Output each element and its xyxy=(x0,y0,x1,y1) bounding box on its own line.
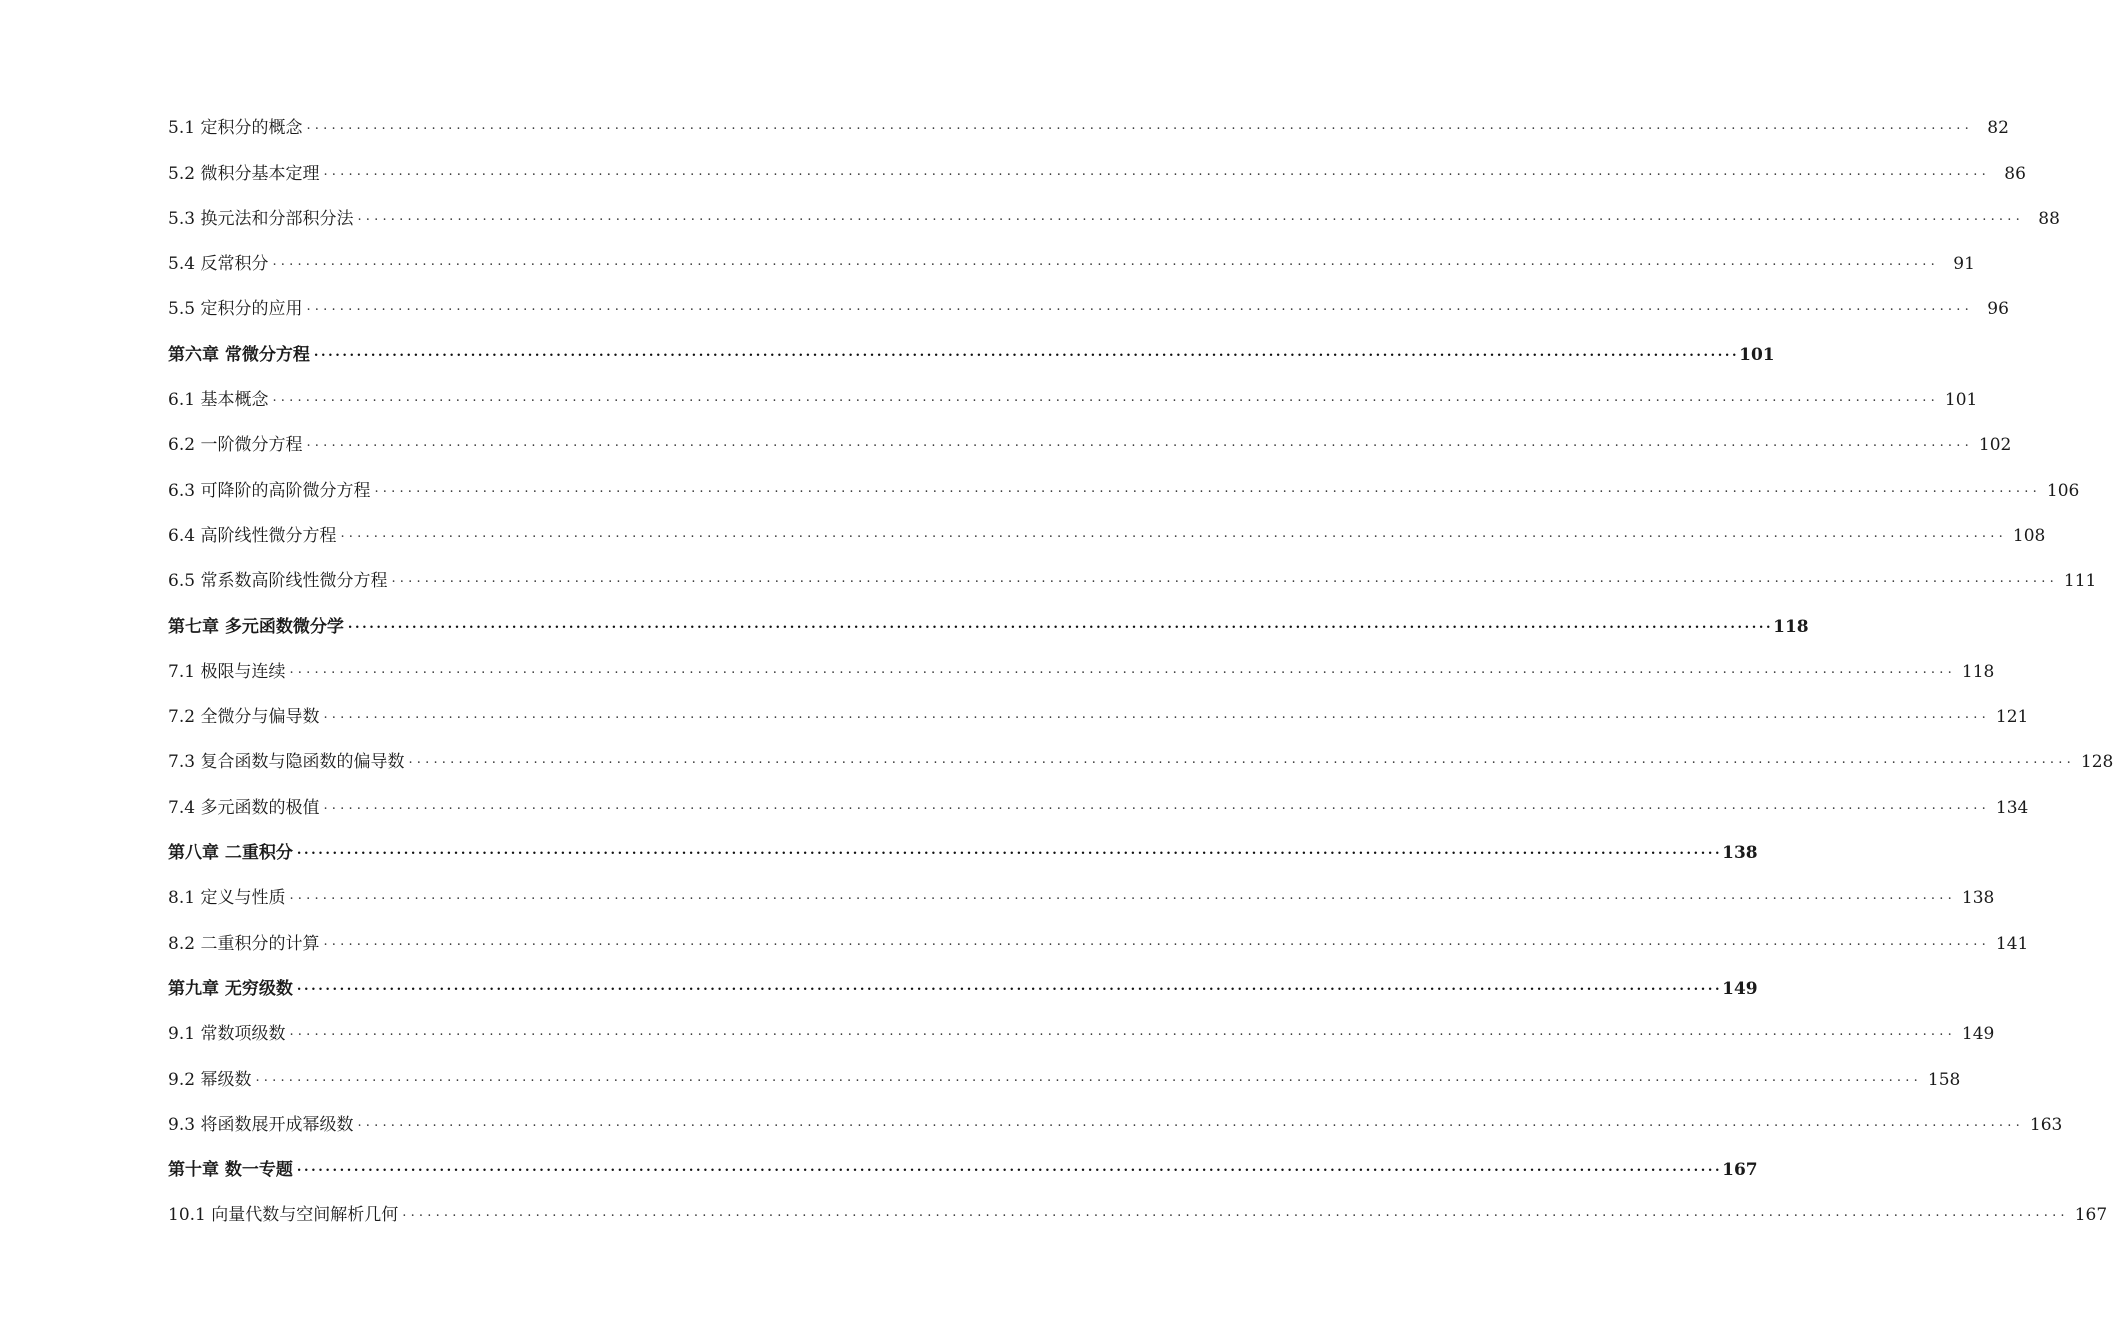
toc-entry-title: 5.2 微积分基本定理 xyxy=(168,163,320,184)
toc-section-entry[interactable] xyxy=(168,465,2080,510)
toc-entry-title: 6.2 一阶微分方程 xyxy=(168,435,303,456)
toc-section-entry[interactable] xyxy=(168,782,2029,827)
toc-dot-leader: ........................................................................................................................................................................................................ xyxy=(272,254,1939,270)
toc-section-entry[interactable] xyxy=(168,239,1975,284)
toc-entry-title: 第六章 常微分方程 xyxy=(168,344,310,365)
toc-dot-leader: ........................................................................................................................................................................................................ xyxy=(323,797,1990,813)
toc-page-number: 86 xyxy=(2004,163,2026,184)
toc-section-entry[interactable] xyxy=(168,873,1995,918)
toc-entry-title: 5.3 换元法和分部积分法 xyxy=(168,208,354,229)
toc-page-number: 121 xyxy=(1995,707,2029,728)
toc-page-number: 141 xyxy=(1995,933,2029,954)
toc-dot-leader: ........................................................................................................................................................................................................ xyxy=(306,118,1973,134)
toc-section-entry[interactable] xyxy=(168,647,1995,692)
toc-page-number: 96 xyxy=(1987,299,2009,320)
toc-dot-leader: ........................................................................................................................................................................................................ xyxy=(296,978,1723,994)
toc-page-number: 102 xyxy=(1978,435,2012,456)
toc-entry-title: 5.5 定积分的应用 xyxy=(168,299,303,320)
toc-page-number: 118 xyxy=(1773,616,1809,637)
toc-page-number: 158 xyxy=(1927,1069,1961,1090)
toc-dot-leader: ........................................................................................................................................................................................................ xyxy=(357,1114,2024,1130)
toc-page-number: 111 xyxy=(2063,571,2097,592)
toc-entry-title: 9.2 幂级数 xyxy=(168,1069,252,1090)
toc-entry-title: 5.1 定积分的概念 xyxy=(168,118,303,139)
toc-entry-title: 6.4 高阶线性微分方程 xyxy=(168,525,337,546)
toc-page-number: 167 xyxy=(2074,1205,2108,1226)
toc-entry-title: 7.4 多元函数的极值 xyxy=(168,797,320,818)
toc-entry-title: 第十章 数一专题 xyxy=(168,1160,293,1181)
toc-entry-title: 8.1 定义与性质 xyxy=(168,888,286,909)
toc-entry-title: 9.1 常数项级数 xyxy=(168,1024,286,1045)
toc-chapter-entry[interactable] xyxy=(168,1145,1758,1190)
toc-dot-leader: ........................................................................................................................................................................................................ xyxy=(323,933,1990,949)
toc-page-number: 91 xyxy=(1953,254,1975,275)
toc-section-entry[interactable] xyxy=(168,1009,1995,1054)
toc-dot-leader: ........................................................................................................................................................................................................ xyxy=(323,163,1990,179)
toc-dot-leader: ........................................................................................................................................................................................................ xyxy=(357,208,2024,224)
toc-chapter-entry[interactable] xyxy=(168,828,1758,873)
toc-section-entry[interactable] xyxy=(168,737,2113,782)
toc-page-number: 167 xyxy=(1722,1160,1758,1181)
toc-entry-title: 第八章 二重积分 xyxy=(168,843,293,864)
toc-page-number: 163 xyxy=(2029,1114,2063,1135)
toc-dot-leader: ........................................................................................................................................................................................................ xyxy=(374,480,2041,496)
toc-section-entry[interactable] xyxy=(168,194,2060,239)
toc-dot-leader: ........................................................................................................................................................................................................ xyxy=(323,707,1990,723)
toc-entry-title: 7.2 全微分与偏导数 xyxy=(168,707,320,728)
toc-entry-title: 6.3 可降阶的高阶微分方程 xyxy=(168,480,371,501)
toc-entry-title: 第七章 多元函数微分学 xyxy=(168,616,344,637)
toc-dot-leader: ........................................................................................................................................................................................................ xyxy=(340,525,2007,541)
toc-section-entry[interactable] xyxy=(168,511,2046,556)
toc-page-number: 82 xyxy=(1987,118,2009,139)
toc-page-number: 118 xyxy=(1961,661,1995,682)
toc-entry-title: 9.3 将函数展开成幂级数 xyxy=(168,1114,354,1135)
toc-dot-leader: ........................................................................................................................................................................................................ xyxy=(296,1160,1723,1176)
toc-section-entry[interactable] xyxy=(168,103,2009,148)
toc-dot-leader: ........................................................................................................................................................................................................ xyxy=(402,1205,2069,1221)
toc-page-number: 134 xyxy=(1995,797,2029,818)
toc-dot-leader: ........................................................................................................................................................................................................ xyxy=(347,616,1774,632)
toc-dot-leader: ........................................................................................................................................................................................................ xyxy=(255,1069,1922,1085)
toc-dot-leader: ........................................................................................................................................................................................................ xyxy=(408,752,2075,768)
toc-dot-leader: ........................................................................................................................................................................................................ xyxy=(296,843,1723,859)
toc-page-number: 138 xyxy=(1722,843,1758,864)
toc-entry-title: 6.1 基本概念 xyxy=(168,390,269,411)
toc-page-number: 149 xyxy=(1961,1024,1995,1045)
toc-section-entry[interactable] xyxy=(168,375,1978,420)
table-of-contents xyxy=(168,103,2113,1235)
toc-dot-leader: ........................................................................................................................................................................................................ xyxy=(306,435,1973,451)
toc-page-number: 88 xyxy=(2038,208,2060,229)
toc-chapter-entry[interactable] xyxy=(168,601,1809,646)
toc-chapter-entry[interactable] xyxy=(168,329,1775,374)
toc-dot-leader: ........................................................................................................................................................................................................ xyxy=(289,1024,1956,1040)
toc-dot-leader: ........................................................................................................................................................................................................ xyxy=(289,661,1956,677)
toc-section-entry[interactable] xyxy=(168,692,2029,737)
toc-section-entry[interactable] xyxy=(168,918,2029,963)
toc-section-entry[interactable] xyxy=(168,556,2097,601)
toc-dot-leader: ........................................................................................................................................................................................................ xyxy=(289,888,1956,904)
toc-section-entry[interactable] xyxy=(168,1100,2063,1145)
toc-section-entry[interactable] xyxy=(168,284,2009,329)
toc-page-number: 101 xyxy=(1739,344,1775,365)
toc-page-number: 108 xyxy=(2012,525,2046,546)
toc-section-entry[interactable] xyxy=(168,1190,2108,1235)
toc-entry-title: 10.1 向量代数与空间解析几何 xyxy=(168,1205,399,1226)
toc-dot-leader: ........................................................................................................................................................................................................ xyxy=(306,299,1973,315)
toc-entry-title: 6.5 常系数高阶线性微分方程 xyxy=(168,571,388,592)
toc-dot-leader: ........................................................................................................................................................................................................ xyxy=(313,344,1740,360)
toc-entry-title: 7.3 复合函数与隐函数的偏导数 xyxy=(168,752,405,773)
toc-entry-title: 8.2 二重积分的计算 xyxy=(168,933,320,954)
toc-entry-title: 7.1 极限与连续 xyxy=(168,661,286,682)
toc-chapter-entry[interactable] xyxy=(168,964,1758,1009)
toc-section-entry[interactable] xyxy=(168,420,2012,465)
toc-entry-title: 第九章 无穷级数 xyxy=(168,978,293,999)
toc-page-number: 106 xyxy=(2046,480,2080,501)
toc-page-number: 138 xyxy=(1961,888,1995,909)
toc-section-entry[interactable] xyxy=(168,148,2026,193)
toc-entry-title: 5.4 反常积分 xyxy=(168,254,269,275)
toc-dot-leader: ........................................................................................................................................................................................................ xyxy=(391,571,2058,587)
toc-page-number: 101 xyxy=(1944,390,1978,411)
toc-page-number: 128 xyxy=(2080,752,2113,773)
toc-page-number: 149 xyxy=(1722,978,1758,999)
toc-section-entry[interactable] xyxy=(168,1054,1961,1099)
toc-dot-leader: ........................................................................................................................................................................................................ xyxy=(272,390,1939,406)
